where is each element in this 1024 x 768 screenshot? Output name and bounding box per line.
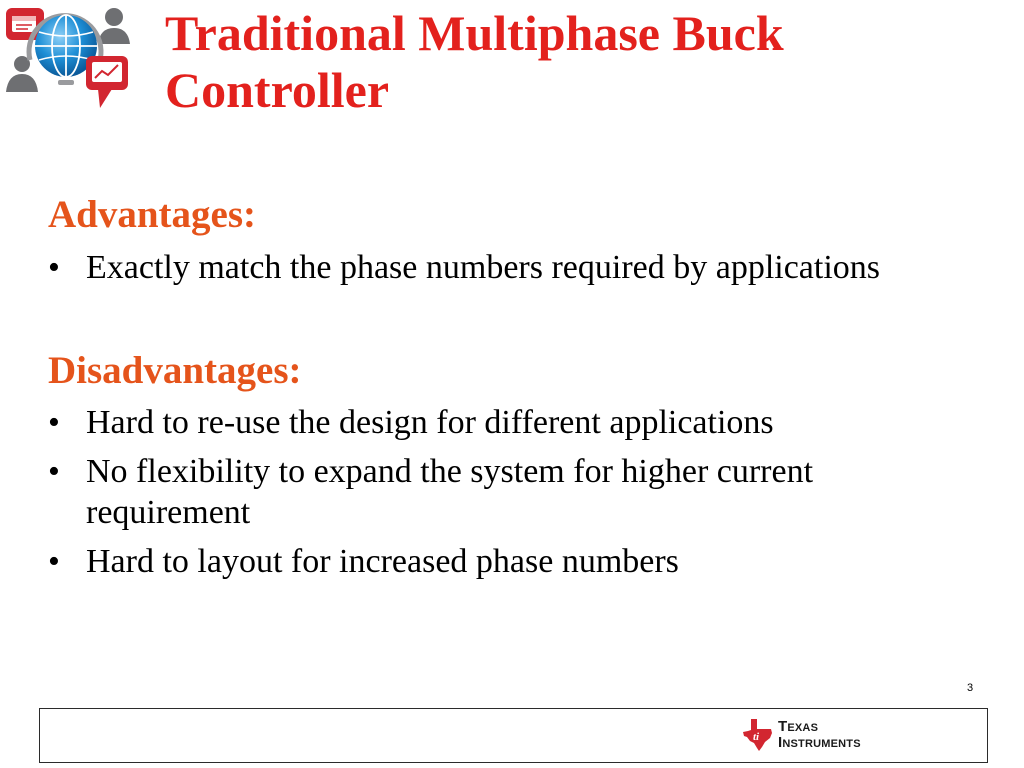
ti-logo-line2: Instruments xyxy=(778,734,861,751)
slide-title: Traditional Multiphase Buck Controller xyxy=(165,5,784,118)
bullet-icon: • xyxy=(48,453,60,490)
disadvantages-heading: Disadvantages: xyxy=(48,349,302,392)
texas-instruments-logo xyxy=(742,718,882,754)
advantages-heading: Advantages: xyxy=(48,193,257,236)
slide-number: 3 xyxy=(966,682,974,694)
bullet-icon: • xyxy=(48,249,60,286)
disadvantage-item-text: Hard to layout for increased phase numbers xyxy=(86,543,679,580)
advantage-item xyxy=(48,247,898,288)
disadvantage-item-text: No flexibility to expand the system for higher current requirement xyxy=(86,453,814,531)
disadvantage-item xyxy=(48,541,898,582)
disadvantage-item-text: Hard to re-use the design for different applications xyxy=(86,404,774,441)
disadvantage-item xyxy=(48,451,898,533)
bullet-icon: • xyxy=(48,543,60,580)
texas-instruments-logo-icon xyxy=(742,718,774,752)
ti-logo-line1: Texas xyxy=(778,718,819,735)
bullet-icon: • xyxy=(48,404,60,441)
advantage-item-text: Exactly match the phase numbers required by applications xyxy=(86,249,881,286)
svg-text:ti: ti xyxy=(753,731,760,743)
disadvantage-item xyxy=(48,402,898,443)
people-globe-logo-icon xyxy=(0,0,134,112)
footer-bar xyxy=(39,708,988,763)
